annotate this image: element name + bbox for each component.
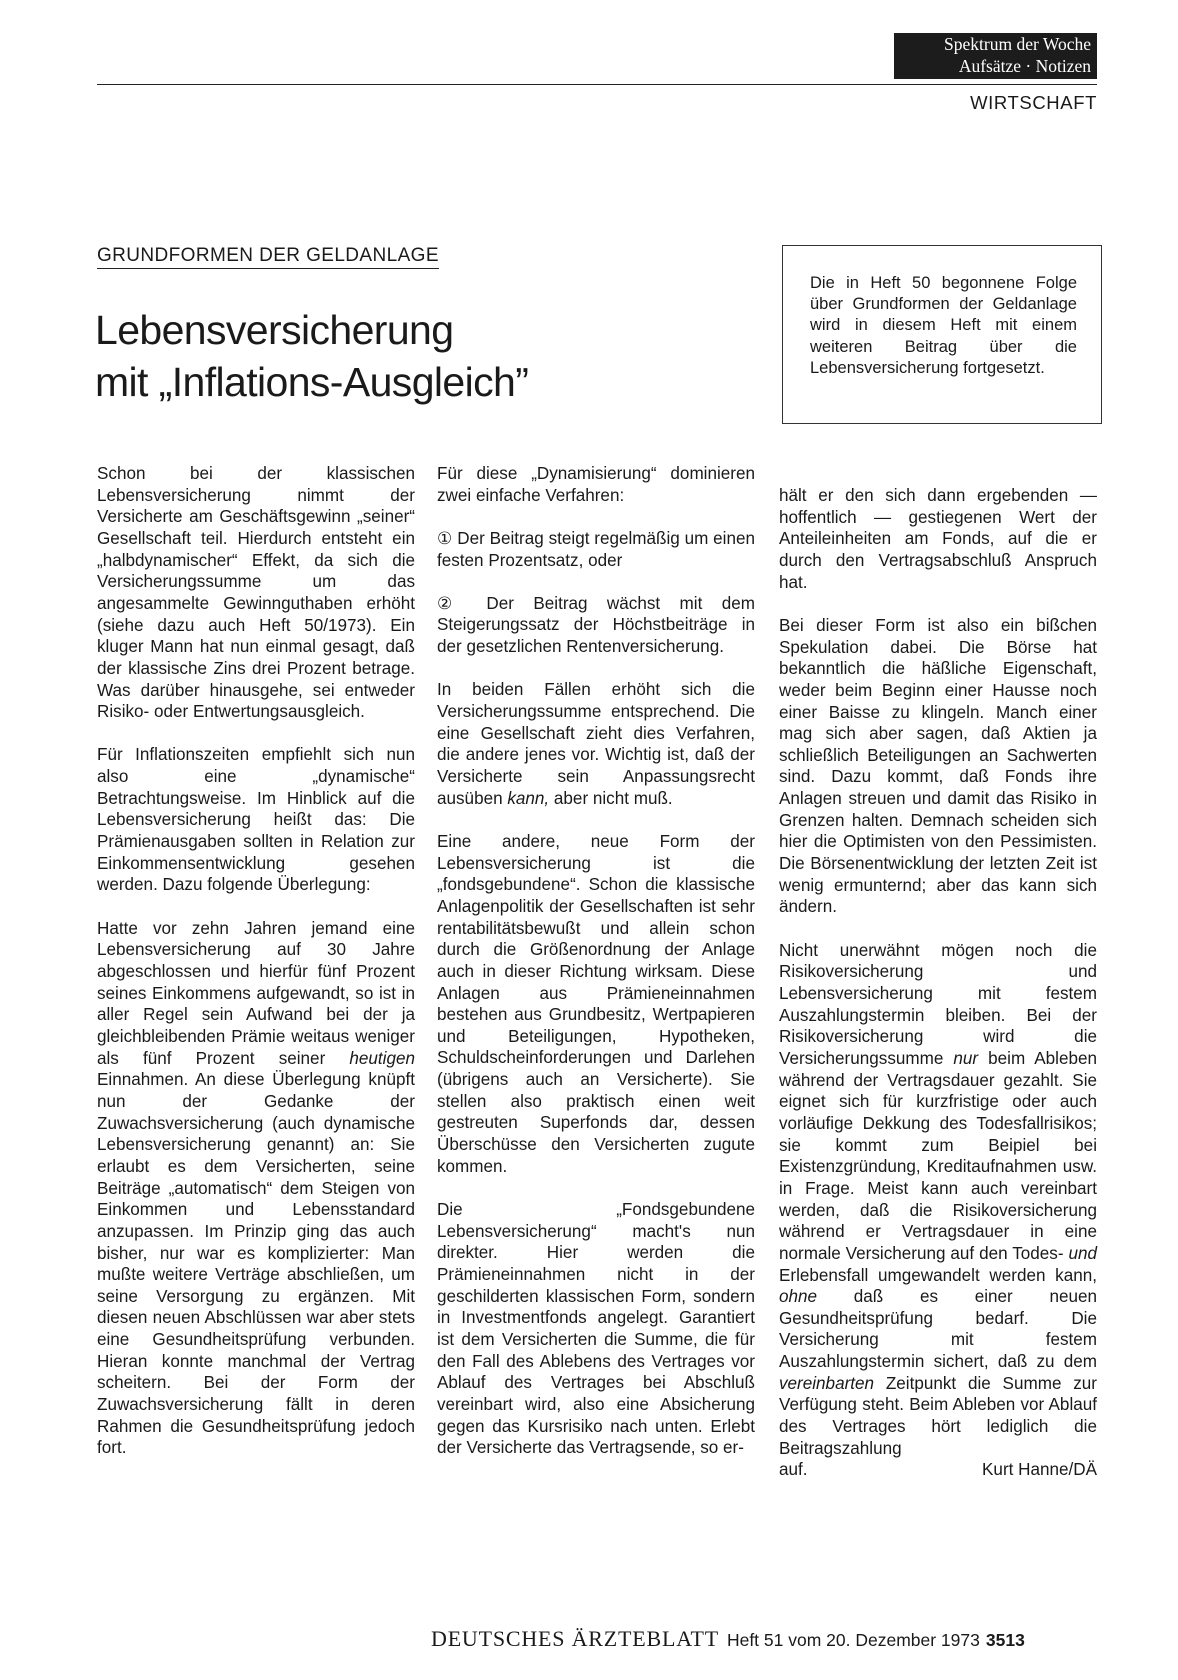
rubric-line-1: Spektrum der Woche: [944, 34, 1091, 54]
paragraph: Die „Fondsgebundene Lebensversicherung“ macht's nun direkter. Hier werden die Prämieneinnahmen nicht in der geschilderten klassischen Form, sondern in Investmentfonds angelegt. Garantiert ist dem Versicherten die Summe, die für den Fall des Ablebens des Vertrages vor Ablauf des Vertrages bei Abschluß vereinbart wird, also eine Absicherung gegen das Kursrisiko nach unten. Erlebt der Versicherte das Vertragsende, so er-: [437, 1200, 755, 1458]
column-2: [437, 463, 755, 1480]
emphasis: vereinbarten: [779, 1373, 875, 1393]
section-label: WIRTSCHAFT: [970, 92, 1097, 113]
author: Kurt Hanne/DÄ: [982, 1460, 1097, 1480]
paragraph: Eine andere, neue Form der Lebensversicherung ist die „fondsgebundene“. Schon die klassische Anlagenpolitik der Gesellschaften ist sehr rentabilitätsbewußt und allein schon durch die Größenordnung der Anlage auch in dieser Richtung wirksam. Diese Anlagen aus Prämieneinnahmen bestehen aus Grundbesitz, Wertpapieren und Beteiligungen, Hypotheken, Schuldscheinforderungen und Darlehen (übrigens auch an Versicherte). Sie stellen also praktisch einen weit gestreuten Superfonds dar, dessen Überschüsse den Versicherten zugute kommen.: [437, 831, 755, 1176]
paragraph: Für Inflationszeiten empfiehlt sich nun also eine „dynamische“ Betrachtungsweise. Im Hinblick auf die Lebensversicherung heißt das: Die Prämienausgaben sollten in Relation zur Einkommensentwicklung gesehen werden. Dazu folgende Überlegung:: [97, 745, 415, 895]
headline: [95, 304, 528, 408]
paragraph: Für diese „Dynamisierung“ dominieren zwei einfache Verfahren:: [437, 464, 755, 505]
paragraph: In beiden Fällen erhöht sich die Versicherungssumme entsprechend. Die eine Gesellschaft zieht dies Verfahren, die andere jenes vor. Wichtig ist, daß der Versicherte sein Anpassungsrecht ausüben kann, aber nicht muß.: [437, 680, 755, 808]
journal-name: DEUTSCHES ÄRZTEBLATT: [431, 1626, 719, 1651]
emphasis: nur: [953, 1048, 979, 1068]
column-1: [97, 463, 415, 1481]
headline-line-1: Lebensversicherung: [95, 307, 454, 353]
paragraph: hält er den sich dann ergebenden — hoffentlich — gestiegenen Wert der Anteileinheiten am Fonds, auf die er durch den Vertragsabschluß Anspruch hat.: [779, 486, 1097, 592]
info-box: [782, 245, 1102, 424]
emphasis: heutigen: [349, 1048, 415, 1068]
issue-info: Heft 51 vom 20. Dezember 1973: [726, 1630, 980, 1650]
rubric-line-2: Aufsätze · Notizen: [958, 56, 1091, 76]
column-3: [779, 485, 1097, 1481]
top-rule: [97, 84, 1097, 85]
page-footer: [431, 1626, 1025, 1652]
rubric-box: [894, 33, 1097, 79]
paragraph: ② Der Beitrag wächst mit dem Steigerungssatz der Höchstbeiträge in der gesetzlichen Rentenversicherung.: [437, 593, 755, 657]
page-number: 3513: [985, 1630, 1025, 1650]
paragraph: Schon bei der klassischen Lebensversicherung nimmt der Versicherte am Geschäftsgewinn „seiner“ Gesellschaft teil. Hierdurch entsteht ein „halbdynamischer“ Effekt, da sich die Versicherungssumme um das angesammelte Gewinnguthaben erhöht (siehe dazu auch Heft 50/1973). Ein kluger Mann hat nun einmal gesagt, daß der klassische Zins drei Prozent betrage. Was darüber hinausgehe, sei entweder Risiko- oder Entwertungsausgleich.: [97, 464, 415, 722]
paragraph: Nicht unerwähnt mögen noch die Risikoversicherung und Lebensversicherung mit festem Auszahlungstermin bleiben. Bei der Risikoversicherung wird die Versicherungssumme nur beim Ableben während der Vertragsdauer gezahlt. Sie eignet sich für kurzfristige oder auch vorläufige Dekkung des Todesfallrisikos; sie kommt zum Beipiel bei Existenzgründung, Kreditaufnahmen usw. in Frage. Meist kann auch vereinbart werden, daß die Risikoversicherung während er Vertragsdauer in eine normale Versicherung auf den Todes- und Erlebensfall umgewandelt werden kann, ohne daß es einer neuen Gesundheitsprüfung bedarf. Die Versicherung mit festem Auszahlungstermin sichert, daß zu dem vereinbarten Zeitpunkt die Summe zur Verfügung steht. Beim Ableben vor Ablauf des Vertrages hört lediglich die Beitragszahlung: [779, 940, 1097, 1458]
emphasis: kann,: [507, 788, 550, 808]
kicker: GRUNDFORMEN DER GELDANLAGE: [97, 245, 439, 269]
info-box-text: Die in Heft 50 begonnene Folge über Grundformen der Geldanlage wird in diesem Heft mit einem weiteren Beitrag über die Lebensversicherung fortgesetzt.: [810, 274, 1077, 377]
paragraph: ① Der Beitrag steigt regelmäßig um einen festen Prozentsatz, oder: [437, 528, 755, 570]
emphasis: ohne: [779, 1287, 818, 1307]
last-word: auf.: [779, 1460, 808, 1480]
paragraph: Hatte vor zehn Jahren jemand eine Lebensversicherung auf 30 Jahre abgeschlossen und hierfür fünf Prozent seines Einkommens aufgewandt, so ist in aller Regel sein Aufwand bei der ja gleichbleibenden Prämie weitaus weniger als fünf Prozent seiner heutigen Einnahmen. An diese Überlegung knüpft nun der Gedanke der Zuwachsversicherung (auch dynamische Lebensversicherung genannt) an: Sie erlaubt es dem Versicherten, seine Beiträge „automatisch“ dem Steigen von Einkommen und Lebensstandard anzupassen. Im Prinzip ging das auch bisher, nur war es komplizierter: Man mußte weitere Verträge abschließen, um seine Versorgung zu ergänzen. Mit diesen neuen Abschlüssen war aber stets eine Gesundheitsprüfung verbunden. Hieran konnte manchmal der Vertrag scheitern. Bei der Form der Zuwachsversicherung fällt in deren Rahmen die Gesundheitsprüfung jedoch fort.: [97, 918, 415, 1458]
headline-line-2: mit „Inflations-Ausgleich”: [95, 359, 529, 405]
signature-line: [779, 1459, 1097, 1481]
emphasis: und: [1068, 1243, 1097, 1263]
paragraph: Bei dieser Form ist also ein bißchen Spekulation dabei. Die Börse hat bekanntlich die häßliche Eigenschaft, weder beim Beginn einer Hausse noch einer Baisse zu klingeln. Manch einer mag sich aber sagen, daß Aktien ja schließlich Beteiligungen an Sachwerten sind. Dazu kommt, daß Fonds ihre Anlagen streuen und damit das Risiko in Grenzen halten. Demnach scheiden sich hier die Optimisten von den Pessimisten. Die Börsenentwicklung der letzten Zeit ist wenig ermunternd; aber das kann sich ändern.: [779, 615, 1097, 917]
